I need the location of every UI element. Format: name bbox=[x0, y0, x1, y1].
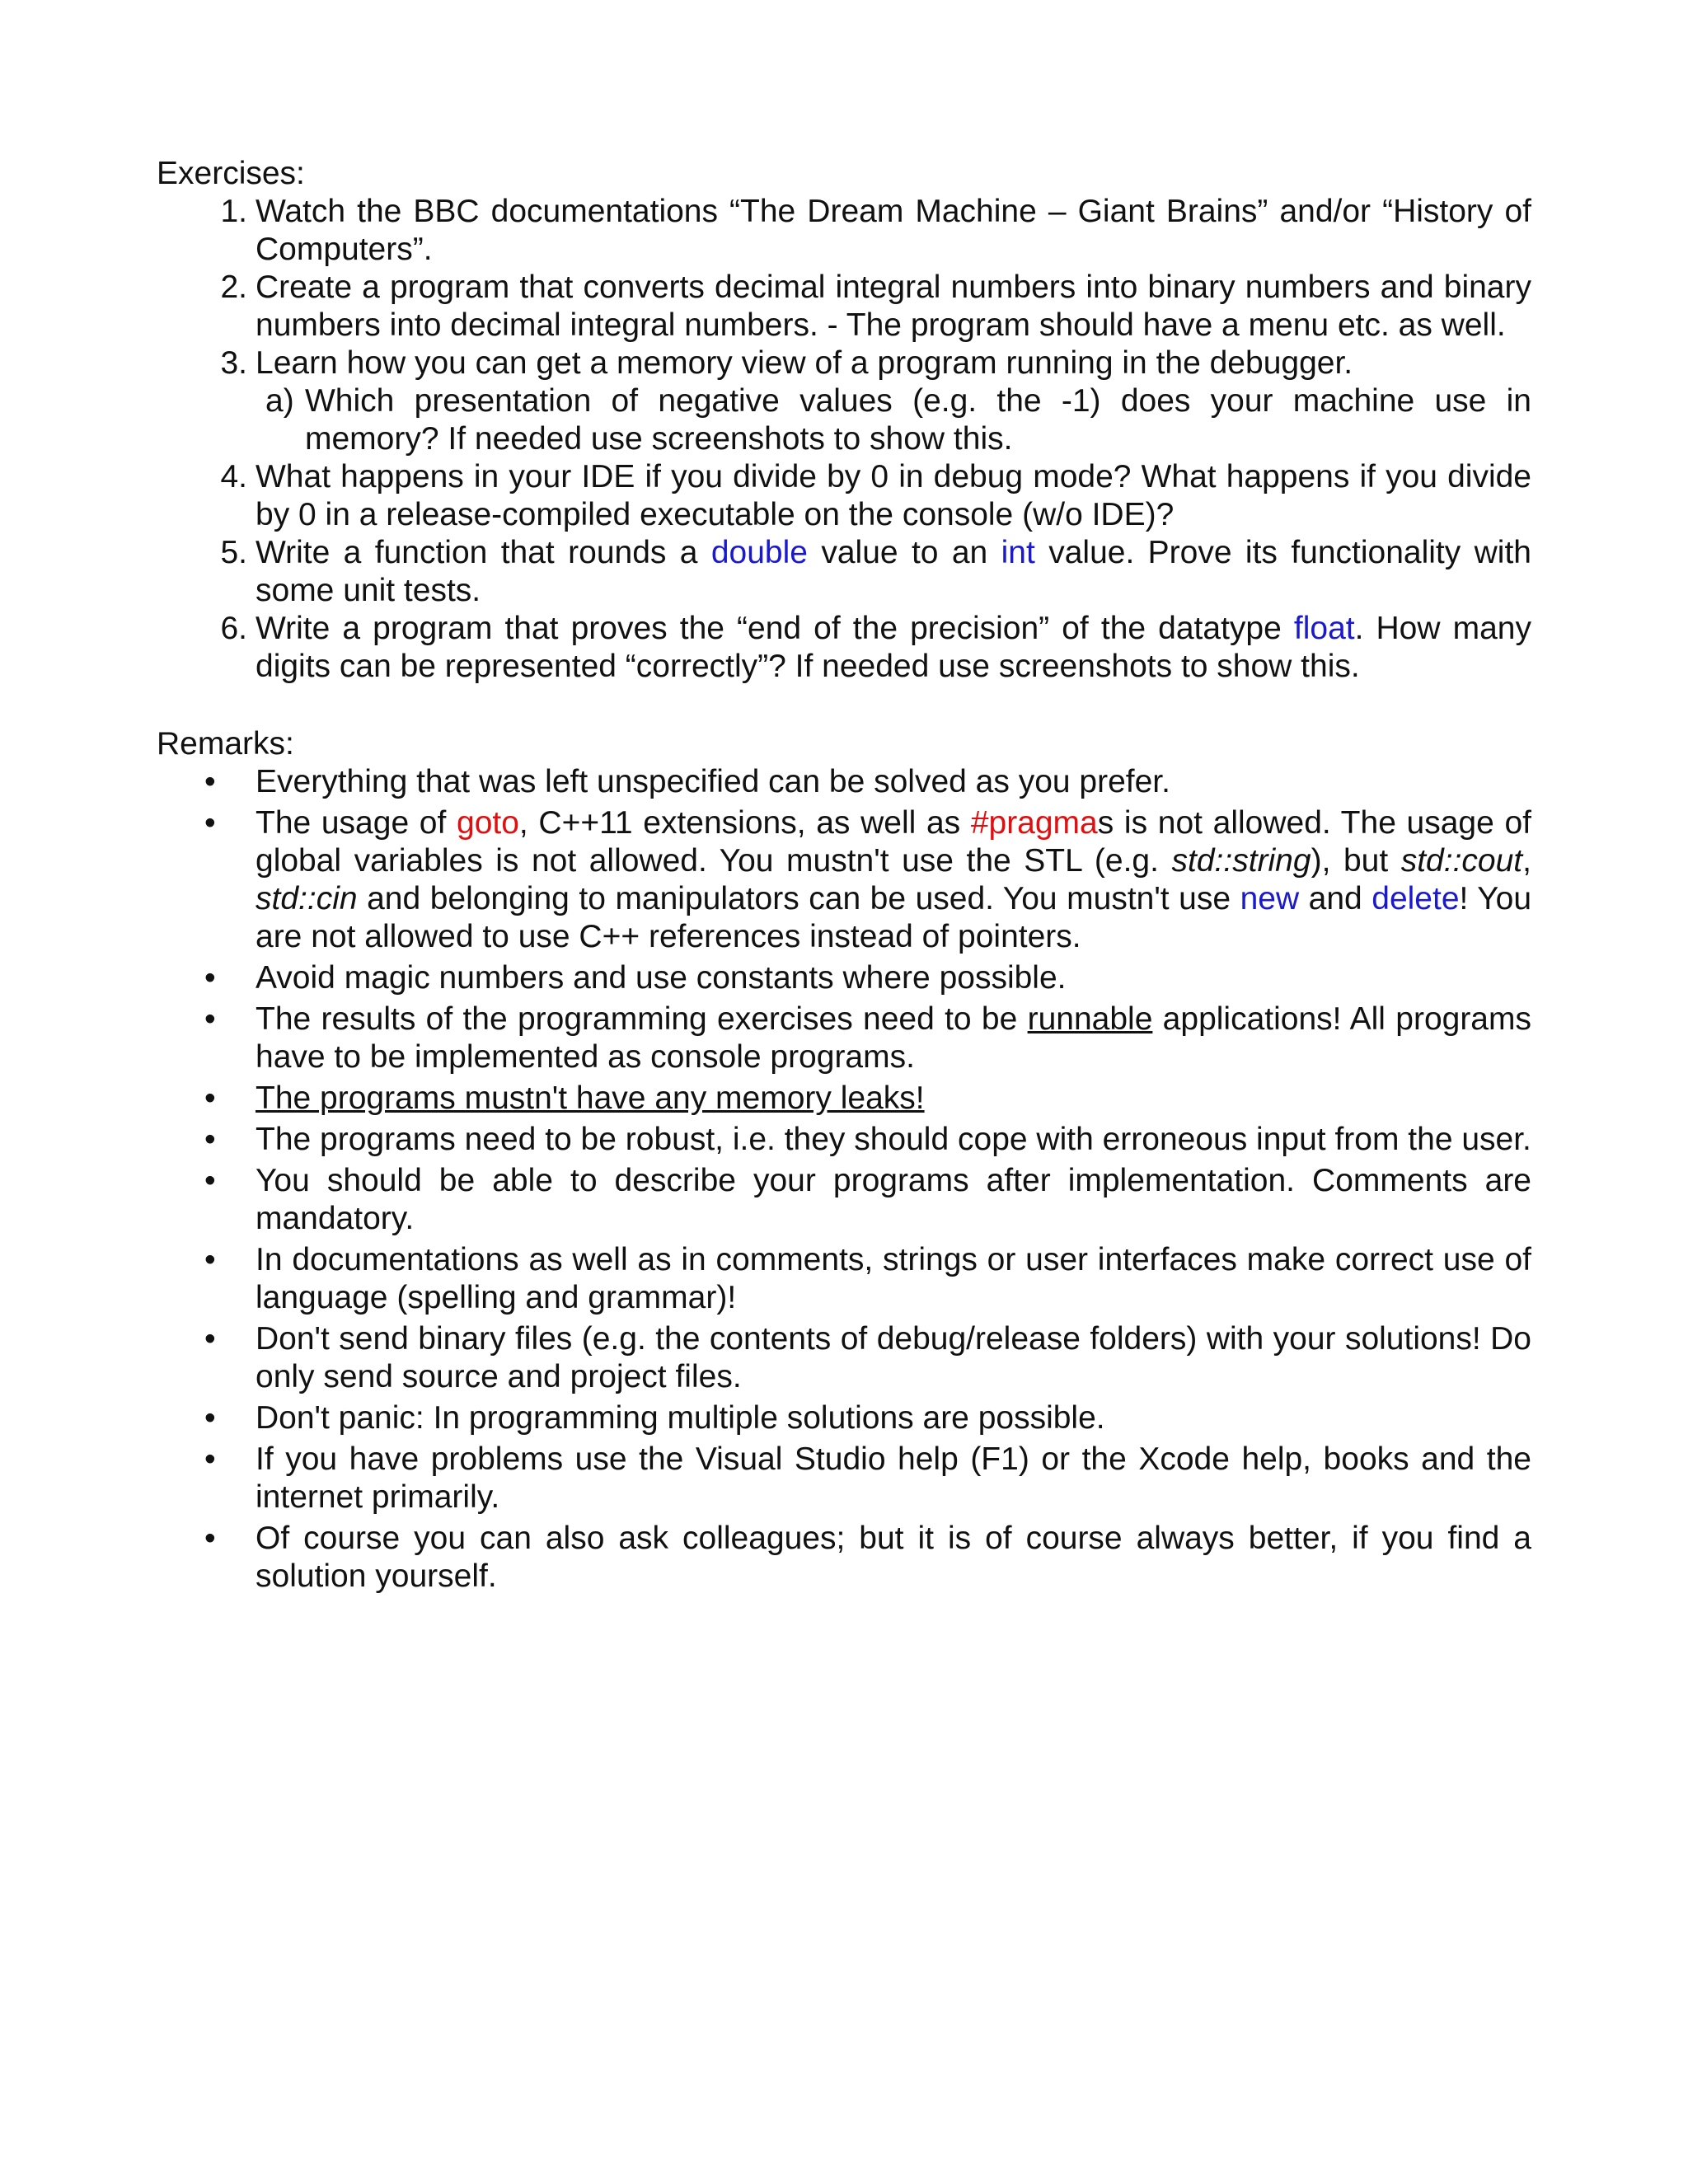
exercise-text: . How many digits can be represented “correctly”? If needed use screenshots to show this. bbox=[256, 611, 1531, 684]
bullet-icon: • bbox=[204, 960, 216, 996]
exercise-item-2 bbox=[157, 269, 1531, 344]
document-page bbox=[157, 155, 1531, 1596]
remark-item bbox=[157, 1080, 1531, 1118]
remark-item bbox=[157, 1001, 1531, 1076]
bullet-icon: • bbox=[204, 1080, 216, 1116]
remark-text: Of course you can also ask colleagues; but it is of course always better, if you find a solution yourself. bbox=[256, 1521, 1531, 1594]
bullet-icon: • bbox=[204, 805, 216, 841]
bullet-icon: • bbox=[204, 1521, 216, 1556]
keyword-float: float bbox=[1293, 611, 1355, 646]
remark-text: and bbox=[1299, 881, 1372, 916]
exercise-text: Write a function that rounds a bbox=[256, 535, 711, 570]
keyword-goto: goto bbox=[457, 805, 519, 841]
bullet-icon: • bbox=[204, 1441, 216, 1477]
keyword-new: new bbox=[1240, 881, 1300, 916]
exercise-text: value. Prove its functionality with some unit tests. bbox=[256, 535, 1531, 608]
remark-item bbox=[157, 804, 1531, 956]
remark-text: applications! All programs have to be implemented as console programs. bbox=[256, 1001, 1531, 1075]
bullet-icon: • bbox=[204, 1400, 216, 1436]
remark-text: The results of the programming exercises need to be bbox=[256, 1001, 1028, 1037]
exercise-number: 6. bbox=[220, 611, 247, 646]
exercise-item-4 bbox=[157, 458, 1531, 534]
remark-text: ), but bbox=[1311, 843, 1401, 879]
remark-item bbox=[157, 1399, 1531, 1437]
exercise-item-5 bbox=[157, 534, 1531, 610]
remark-text: If you have problems use the Visual Studio help (F1) or the Xcode help, books and the internet primarily. bbox=[256, 1441, 1531, 1515]
exercises-heading: Exercises: bbox=[157, 156, 305, 191]
code-std-cin: std::cin bbox=[256, 881, 358, 916]
keyword-double: double bbox=[710, 535, 808, 570]
code-std-cout: std::cout bbox=[1400, 843, 1523, 879]
exercise-number: 2. bbox=[220, 269, 247, 305]
keyword-int: int bbox=[1001, 535, 1035, 570]
exercise-text: Watch the BBC documentations “The Dream Machine – Giant Brains” and/or “History of Computers”. bbox=[256, 194, 1531, 267]
exercise-sublist bbox=[256, 382, 1531, 458]
remark-text: , bbox=[1522, 843, 1531, 879]
remark-item bbox=[157, 1241, 1531, 1317]
exercise-text: value to an bbox=[807, 535, 1001, 570]
remark-text: s is not allowed. The usage of global variables is not allowed. You mustn't use the STL (e.g. bbox=[256, 805, 1532, 879]
code-std-string: std::string bbox=[1171, 843, 1311, 879]
section-spacer bbox=[157, 686, 1531, 725]
exercise-item-1 bbox=[157, 193, 1531, 269]
remark-text: In documentations as well as in comments, strings or user interfaces make correct use of language (spelling and grammar)! bbox=[256, 1242, 1531, 1315]
remark-text: The programs need to be robust, i.e. they should cope with erroneous input from the user. bbox=[256, 1122, 1531, 1157]
bullet-icon: • bbox=[204, 1163, 216, 1198]
remark-text: Don't panic: In programming multiple solutions are possible. bbox=[256, 1400, 1105, 1436]
remark-item bbox=[157, 1520, 1531, 1596]
remark-text: Don't send binary files (e.g. the contents of debug/release folders) with your solutions! Do only send source and project files. bbox=[256, 1321, 1531, 1394]
remark-item bbox=[157, 1320, 1531, 1396]
bullet-icon: • bbox=[204, 764, 216, 799]
subitem-letter: a) bbox=[265, 383, 294, 419]
underlined-memory-leaks: The programs mustn't have any memory leaks! bbox=[256, 1080, 925, 1116]
exercises-list bbox=[157, 193, 1531, 686]
exercise-number: 5. bbox=[220, 535, 247, 570]
remark-item bbox=[157, 1441, 1531, 1516]
underlined-runnable: runnable bbox=[1027, 1001, 1153, 1037]
keyword-pragma: #pragma bbox=[970, 805, 1098, 841]
remark-text: Avoid magic numbers and use constants where possible. bbox=[256, 960, 1067, 996]
exercise-text: What happens in your IDE if you divide by 0 in debug mode? What happens if you divide by 0 in a release-compiled executable on the console (w/o IDE)? bbox=[256, 459, 1531, 532]
remark-text: Everything that was left unspecified can be solved as you prefer. bbox=[256, 764, 1170, 799]
exercise-text: Write a program that proves the “end of the precision” of the datatype bbox=[256, 611, 1294, 646]
remark-text: ! You are not allowed to use C++ references instead of pointers. bbox=[256, 881, 1532, 954]
remark-item bbox=[157, 1162, 1531, 1238]
exercise-number: 1. bbox=[220, 194, 247, 229]
remark-text: The usage of bbox=[256, 805, 457, 841]
remark-item bbox=[157, 1121, 1531, 1159]
exercise-number: 4. bbox=[220, 459, 247, 494]
exercise-subitem-a bbox=[256, 382, 1531, 458]
bullet-icon: • bbox=[204, 1001, 216, 1037]
exercise-item-3 bbox=[157, 344, 1531, 458]
remark-item bbox=[157, 959, 1531, 997]
remark-text: , C++11 extensions, as well as bbox=[518, 805, 971, 841]
exercise-text: Learn how you can get a memory view of a program running in the debugger. bbox=[256, 345, 1353, 381]
bullet-icon: • bbox=[204, 1242, 216, 1277]
remarks-list bbox=[157, 763, 1531, 1596]
exercise-text: Create a program that converts decimal integral numbers into binary numbers and binary numbers into decimal integral numbers. - The program should have a menu etc. as well. bbox=[256, 269, 1531, 343]
keyword-delete: delete bbox=[1372, 881, 1460, 916]
bullet-icon: • bbox=[204, 1321, 216, 1357]
subitem-text: Which presentation of negative values (e.g. the -1) does your machine use in memory? If needed use screenshots to show this. bbox=[305, 383, 1531, 457]
remark-item bbox=[157, 763, 1531, 801]
remarks-heading: Remarks: bbox=[157, 726, 294, 762]
remark-text: and belonging to manipulators can be used. You mustn't use bbox=[357, 881, 1240, 916]
exercise-item-6 bbox=[157, 610, 1531, 686]
exercise-number: 3. bbox=[220, 345, 247, 381]
bullet-icon: • bbox=[204, 1122, 216, 1157]
remark-text: You should be able to describe your programs after implementation. Comments are mandatory. bbox=[256, 1163, 1531, 1236]
